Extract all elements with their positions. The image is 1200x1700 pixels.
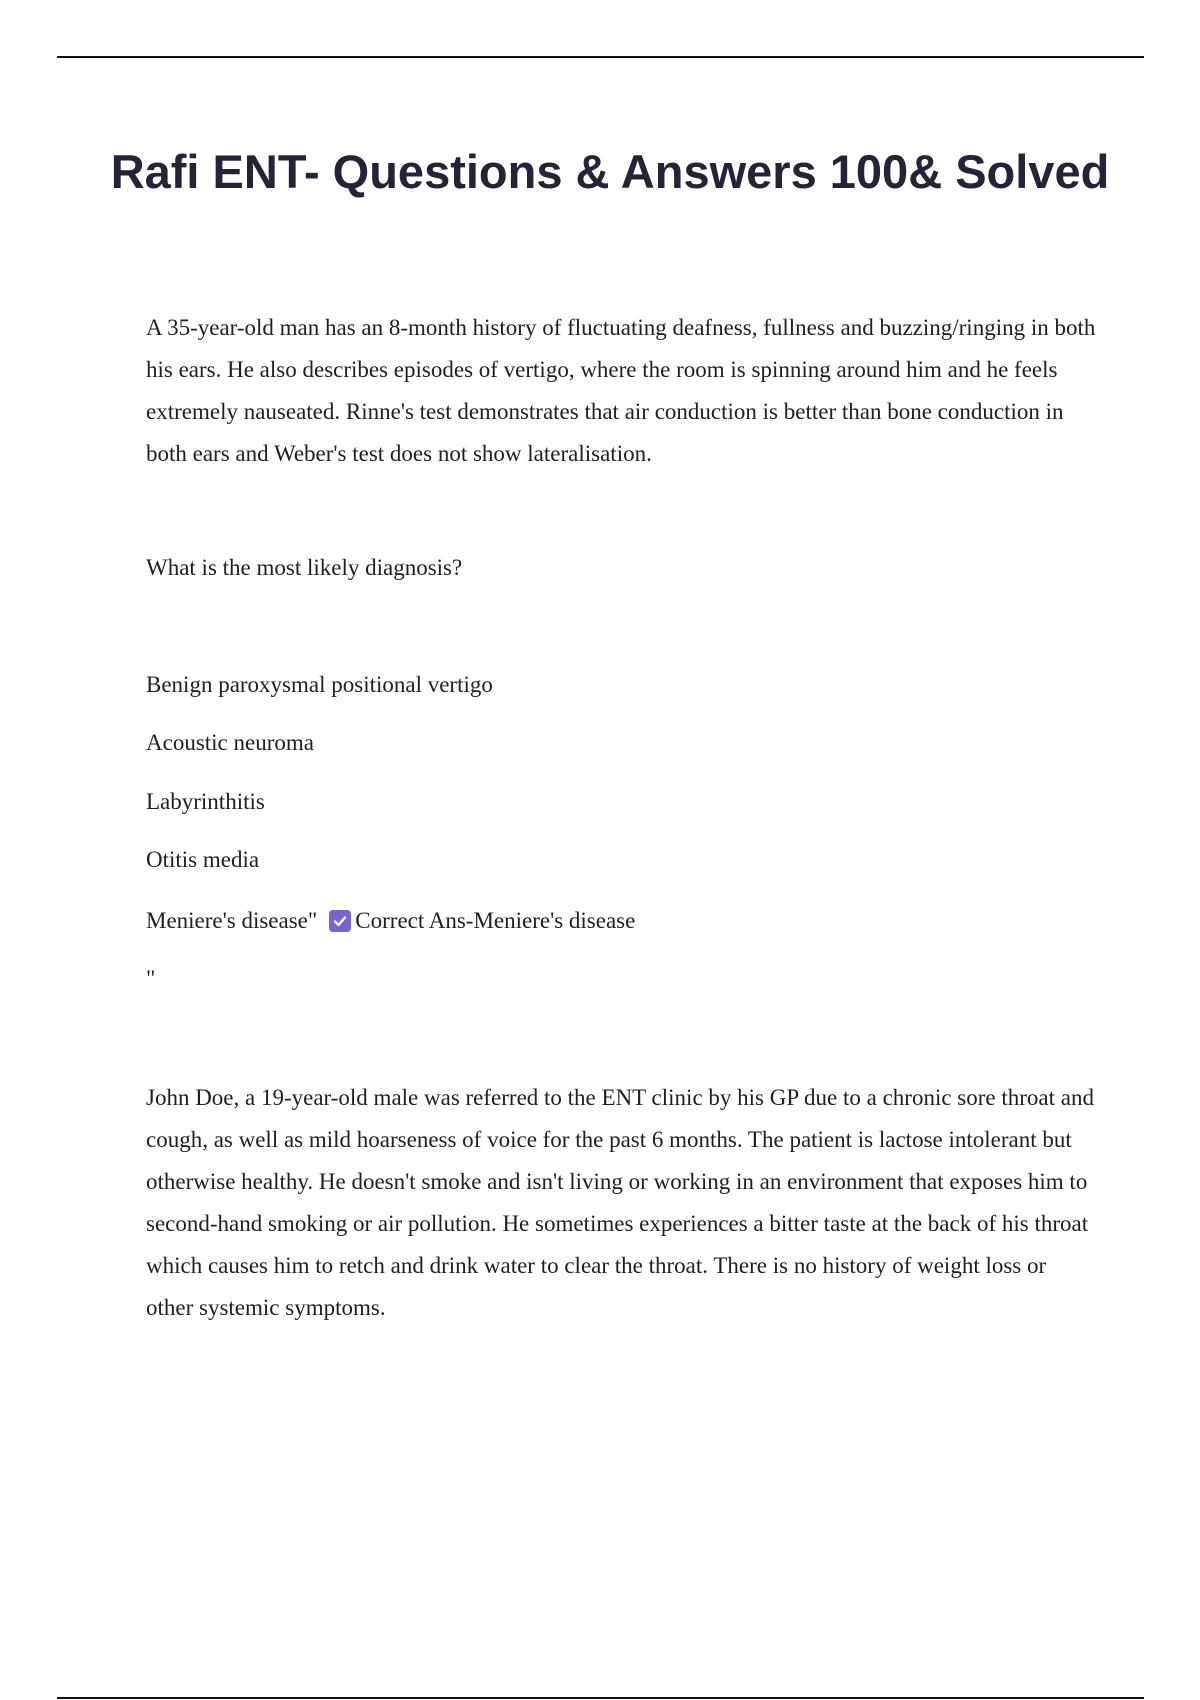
correct-answer: Correct Ans-Meniere's disease xyxy=(355,908,636,933)
question-2-stem: John Doe, a 19-year-old male was referred to the ENT clinic by his GP due to a chronic sore throat and cough, as well as mild hoarseness of voice for the past 6 months. The patient is lactose intolerant but otherwise healthy. He doesn't smoke and isn't living or working in an environment that exposes him to second-hand smoking or air pollution. He sometimes experiences a bitter taste at the back of his throat which causes him to retch and drink water to clear the throat. There is no history of weight loss or other systemic symptoms. xyxy=(146,1085,1094,1320)
checkmark-box-icon xyxy=(329,910,351,932)
question-1-prompt: What is the most likely diagnosis? xyxy=(146,555,463,580)
option-2: Acoustic neuroma xyxy=(146,730,314,755)
question-1-stem: A 35-year-old man has an 8-month history of fluctuating deafness, fullness and buzzing/ringing in both his ears. He also describes episodes of vertigo, where the room is spinning around him and he feels extremely nauseated. Rinne's test demonstrates that air conduction is better than bone conduction in both ears and Weber's test does not show lateralisation. xyxy=(146,315,1096,466)
option-1: Benign paroxysmal positional vertigo xyxy=(146,672,493,697)
option-4: Otitis media xyxy=(146,847,260,872)
option-3: Labyrinthitis xyxy=(146,789,265,814)
option-5: Meniere's disease" xyxy=(146,908,318,933)
header-rule xyxy=(57,56,1144,58)
closing-quote: " xyxy=(146,966,156,991)
footer-rule xyxy=(57,1697,1144,1699)
document-title: Rafi ENT- Questions & Answers 100& Solved xyxy=(110,145,1110,198)
answer-line xyxy=(146,906,635,936)
